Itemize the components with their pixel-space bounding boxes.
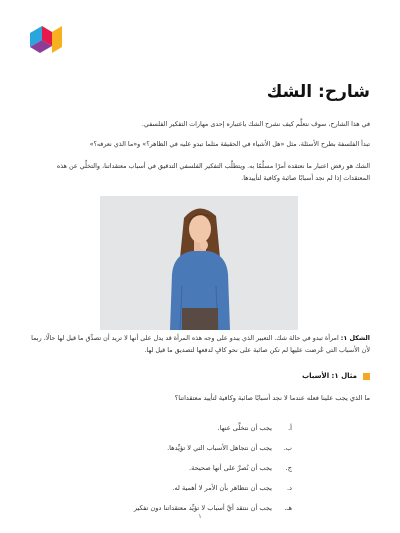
brand-logo	[30, 26, 62, 54]
page-number: ١	[198, 513, 202, 520]
option-d[interactable]	[112, 478, 292, 498]
option-text: يجب أن نتجاهل الأسباب التي لا تؤيِّدها.	[167, 444, 272, 452]
example-question: ما الذي يجب علينا فعله عندما لا نجد أسبابًا صائبة وكافية لتأييد معتقداتنا؟	[174, 394, 370, 402]
figure-caption	[30, 332, 370, 356]
option-b[interactable]	[112, 438, 292, 458]
option-text: يجب أن نُصرَّ على أنها صحيحة.	[189, 464, 272, 472]
option-letter: ج.	[285, 464, 292, 472]
option-letter: هـ.	[284, 504, 292, 512]
doubtful-woman-photo	[100, 196, 298, 330]
answer-options	[112, 418, 292, 518]
page-title: شارح: الشك	[266, 82, 370, 102]
figure-label: الشكل ١:	[340, 334, 370, 342]
option-letter: ب.	[283, 444, 292, 452]
example-heading	[302, 372, 370, 380]
option-a[interactable]	[112, 418, 292, 438]
questions-paragraph: تبدأ الفلسفة بطرح الأسئلة، مثل «هل الأشياء في الحقيقة مثلما تبدو عليه في الظاهر؟» و«ما الذي نعرفه؟»	[89, 140, 370, 148]
orange-square-icon	[363, 373, 370, 380]
woman-illustration	[100, 196, 298, 330]
option-c[interactable]	[112, 458, 292, 478]
example-heading-text: مثال ١: الأسباب	[302, 372, 357, 380]
option-letter: أ.	[288, 424, 292, 432]
intro-paragraph: في هذا الشارح، سوف نتعلَّم كيف نشرح الشك باعتباره إحدى مهارات التفكير الفلسفي.	[141, 120, 370, 128]
figure-text: امرأة تبدو في حالة شك. التعبير الذي يبدو على وجه هذه المرأة قد يدل على أنها لا تريد أن تصدِّق ما قيل لها حالًا، ربما لأن الأسباب التي عُرضت عليها لم تكن صائبة على نحو كافٍ لدفعها لتصديق ما قيل لها.	[31, 334, 370, 354]
doubt-definition-paragraph: الشك هو رفض اعتبار ما نعتقده أمرًا مسلَّمًا به. ويتطلَّب التفكير الفلسفي التدقيق في أسباب معتقداتنا، والتخلِّي عن هذه المعتقدات إذا لم نجد أسبابًا صائبة وكافية لتأييدها.	[56, 162, 370, 182]
option-letter: د.	[286, 484, 292, 492]
option-text: يجب أن ننتقد أيَّ أسباب لا تؤيِّد معتقداتنا دون تفكير	[133, 504, 272, 512]
option-text: يجب أن نتخلَّى عنها.	[217, 424, 272, 432]
option-text: يجب أن نتظاهر بأن الأمر لا أهمية له.	[172, 484, 272, 492]
